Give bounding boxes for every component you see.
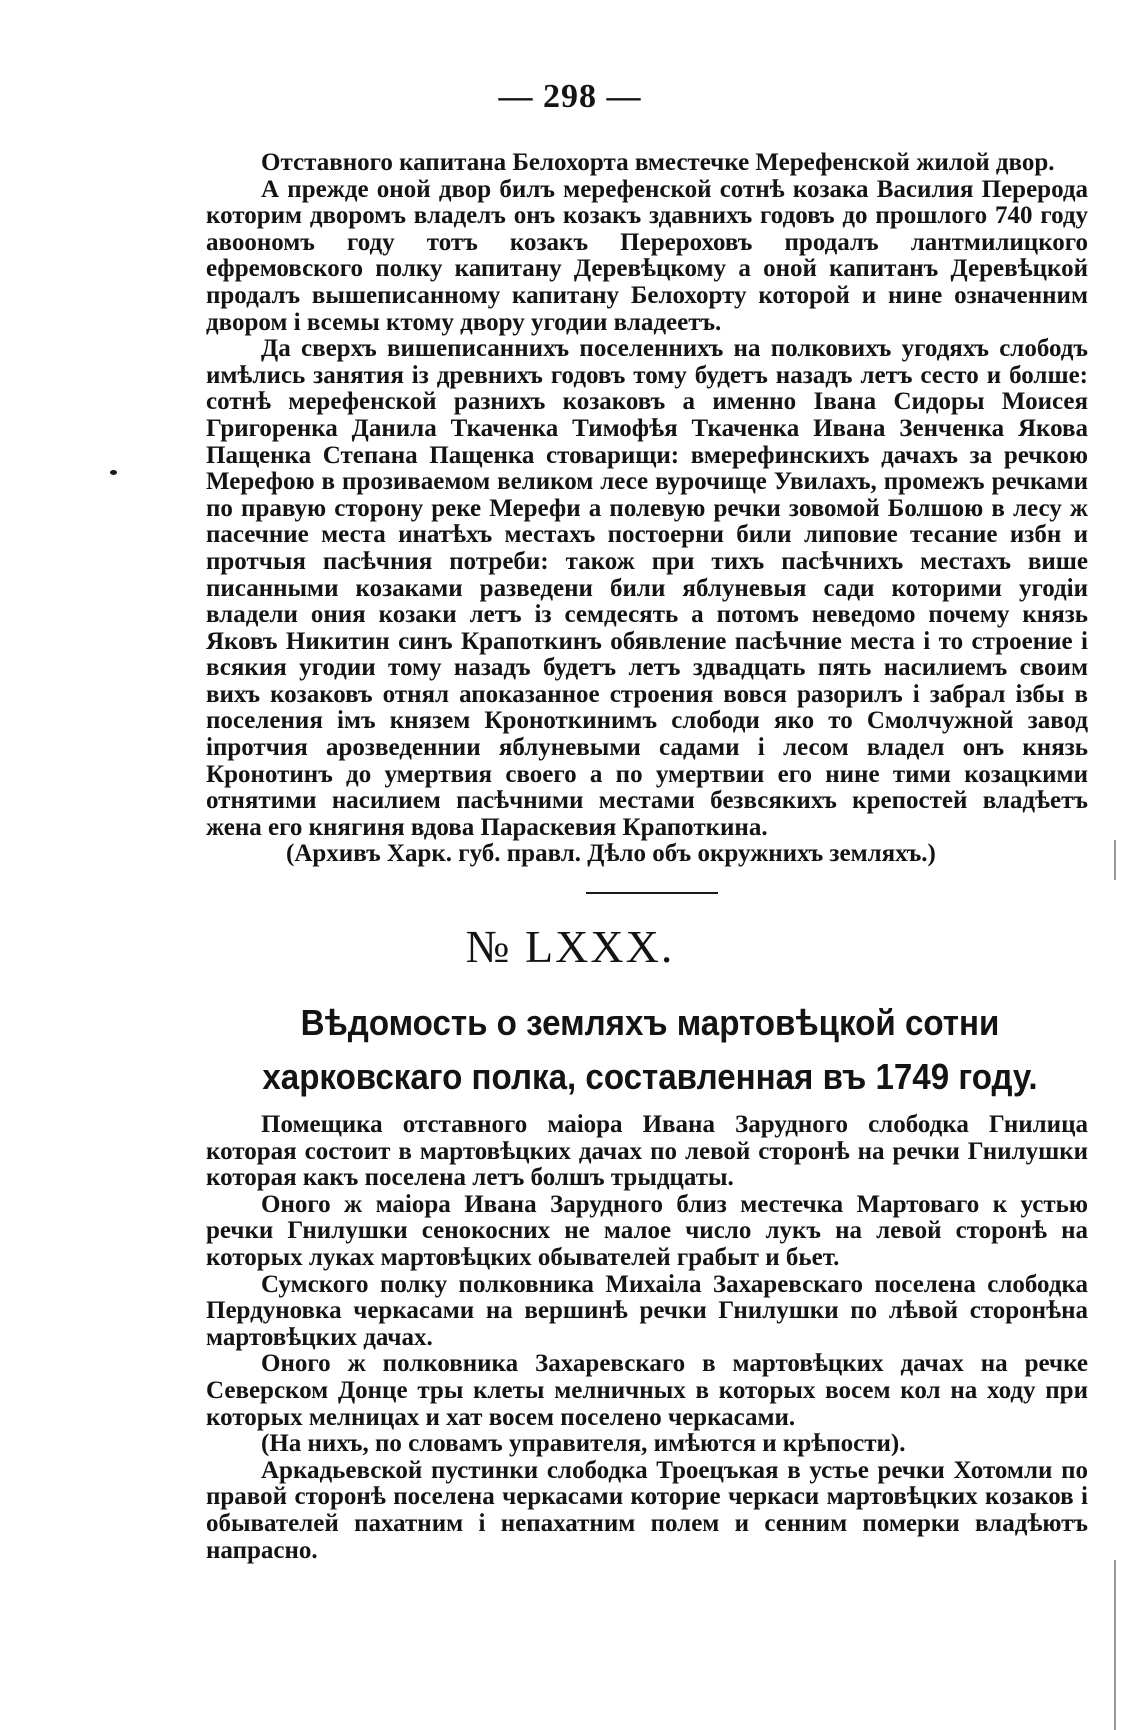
text-block-archive — [206, 150, 1088, 868]
paragraph: Помещика отставного маіора Ивана Зарудного слободка Гнилица которая состоит в мартовѣцких дачах по левой сторонѣ на речки Гнилушки которая какъ поселена летъ болшъ трыдцаты. — [206, 1111, 1088, 1192]
source-citation: (Архивъ Харк. губ. правл. Дѣло объ окружнихъ земляхъ.) — [286, 840, 936, 868]
text-block-vedomost — [206, 1112, 1088, 1564]
paragraph: Да сверхъ вишеписаннихъ поселеннихъ на полковихъ угодяхъ слободъ имѣлись занятия із древнихъ годовъ тому будетъ назадъ летъ сесто и болше: сотнѣ мерефенской разнихъ козаковъ а именно Івана Сидоры Моисея Григоренка Данила Ткаченка Тимофѣя Ткаченка Ивана Зенченка Якова Пащенка Степана Пащенка стоварищи: вмерефинскихъ дачахъ за речкою Мерефою в прозиваемом великом лесе вурочище Увилахъ, промежъ речками по правую сторону реке Мерефи а полевую речки зовомой Болшою в лесу ж пасечние места инатѣхъ местахъ постоерни били липовие тесание избн и протчыя пасѣчния потреби: також при тихъ пасѣчнихъ местахъ више писанными козаками разведени били яблуневыя сади которими угодіи владели ония козаки летъ із семдесять а потомъ неведомо почему князь Яковъ Никитин синъ Крапоткинъ обявление пасѣчние места і то строение і всякия угодии тому назадъ будетъ летъ здвадцать пять насилиемъ своим вихъ козаковъ отнял апоказанное строения вовся разорилъ і забрал ізбы в поселения імъ князем Кроноткинимъ слободи яко то Смолчужной завод іпротчия арозведеннии яблуневыми садами і лесом владел онъ князь Кронотинъ до умертвия своего а по умертвии его нине тими козацкими отнятими насилием пасѣчними местами безвсякихъ крепостей владѣетъ жена его княгиня вдова Параскевия Крапоткина. — [206, 335, 1088, 841]
scan-margin-mark — [1114, 840, 1116, 880]
document-title: Вѣдомость о земляхъ мартовѣцкой сотни харковскаго полка, составленная въ 1749 году. — [262, 1002, 1038, 1097]
paragraph: Сумского полку полковника Михаіла Захаревскаго поселена слободка Пердуновка черкасами на вершинѣ речки Гнилушки по лѣвой сторонѣна мартовѣцких дачах. — [206, 1270, 1088, 1351]
paragraph: (На нихъ, по словамъ управителя, имѣются и крѣпости). — [261, 1430, 906, 1458]
paragraph: А прежде оной двор билъ мерефенской сотнѣ козака Василия Перерода которим дворомъ владелъ онъ козакъ здавнихъ годовъ до прошлого 740 году авоономъ году тотъ козакъ Перероховъ продалъ лантмилицкого ефремовского полку капитану Деревѣцкому а оной капитанъ Деревѣцкой продалъ вышеписанному капитану Белохорту которой и нине означенним двором i всемы ктому двору угодии владеетъ. — [206, 175, 1088, 336]
paragraph: Оного ж полковника Захаревскаго в мартовѣцких дачах на речке Северском Донце тры клеты мелничных в которых восем кол на ходу при которых мелницах и хат восем поселено черкасами. — [206, 1350, 1088, 1431]
page-number: — 298 — — [498, 78, 642, 115]
paragraph: Аркадьевской пустинки слободка Троецъкая в устье речки Хотомли по правой сторонѣ поселена черкасами которие черкаси мартовѣцких козаков і обывателей пахатним і непахатним полем и сенним померки владѣютъ напрасно. — [206, 1456, 1088, 1564]
document-number: № LXXX. — [465, 921, 675, 972]
paragraph: Отставного капитана Белохорта вместечке Мерефенской жилой двор. — [261, 149, 1055, 176]
scan-margin-mark — [1114, 1560, 1116, 1730]
paragraph: Оного ж маіора Ивана Зарудного близ местечка Мартоваго к устью речки Гнилушки сенокосних не малое число лукъ на левой сторонѣ на которых луках мартовѣцких обывателей грабыт и бьет. — [206, 1190, 1088, 1271]
scan-speck — [110, 470, 117, 475]
section-divider — [586, 892, 718, 894]
